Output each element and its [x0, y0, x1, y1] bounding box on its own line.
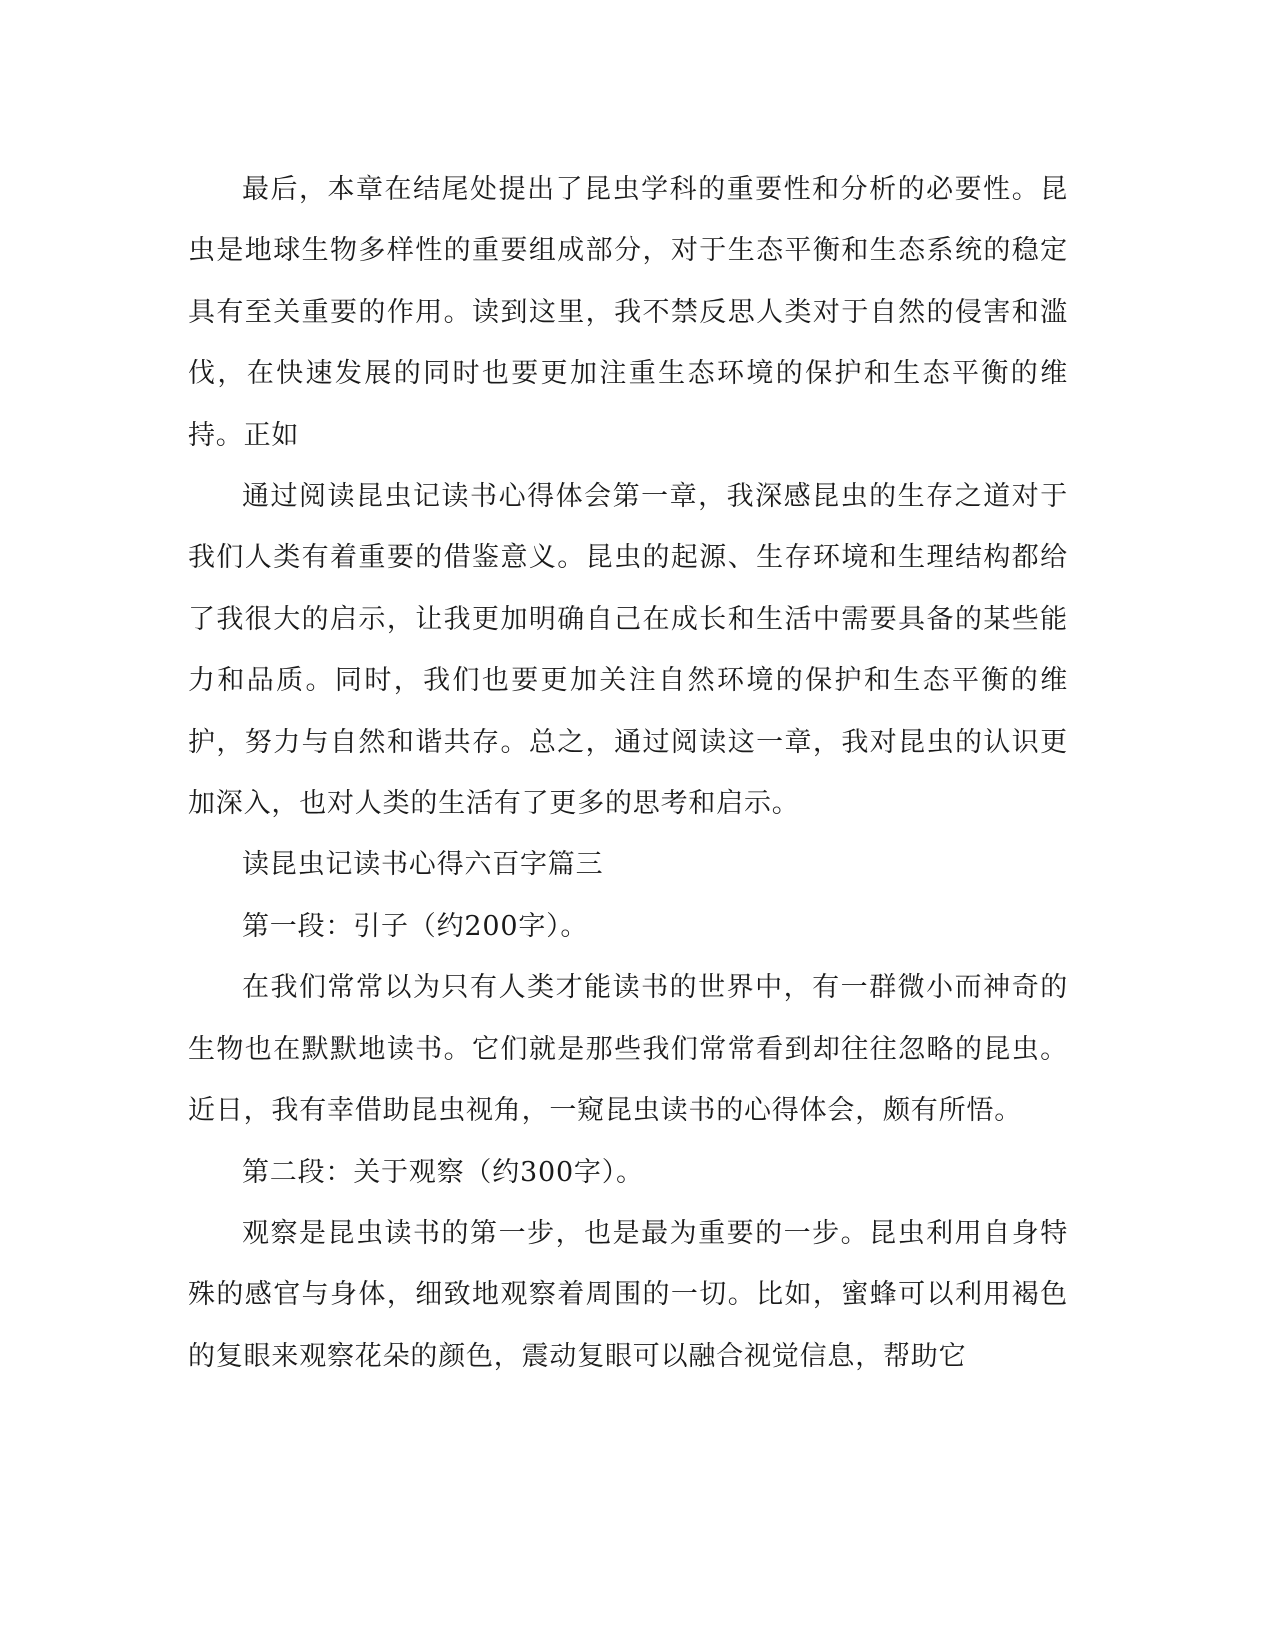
- document-body: [188, 159, 1068, 1387]
- section-title: 读昆虫记读书心得六百字篇三: [242, 849, 604, 881]
- paragraph-conclusion: 最后，本章在结尾处提出了昆虫学科的重要性和分析的必要性。昆虫是地球生物多样性的重要组成部分，对于生态平衡和生态系统的稳定具有至关重要的作用。读到这里，我不禁反思人类对于自然的侵害和滥伐，在快速发展的同时也要更加注重生态环境的保护和生态平衡的维持。正如: [188, 174, 1068, 451]
- paragraph-intro: 在我们常常以为只有人类才能读书的世界中，有一群微小而神奇的生物也在默默地读书。它们就是那些我们常常看到却往往忽略的昆虫。近日，我有幸借助昆虫视角，一窥昆虫读书的心得体会，颇有所悟。: [188, 972, 1068, 1127]
- section-heading-observation: 第二段：关于观察（约300字）。: [242, 1156, 644, 1188]
- section-heading-intro: 第一段：引子（约200字）。: [242, 910, 589, 942]
- paragraph-summary: 通过阅读昆虫记读书心得体会第一章，我深感昆虫的生存之道对于我们人类有着重要的借鉴意义。昆虫的起源、生存环境和生理结构都给了我很大的启示，让我更加明确自己在成长和生活中需要具备的某些能力和品质。同时，我们也要更加关注自然环境的保护和生态平衡的维护，努力与自然和谐共存。总之，通过阅读这一章，我对昆虫的认识更加深入，也对人类的生活有了更多的思考和启示。: [188, 481, 1068, 820]
- paragraph-observation: 观察是昆虫读书的第一步，也是最为重要的一步。昆虫利用自身特殊的感官与身体，细致地观察着周围的一切。比如，蜜蜂可以利用褐色的复眼来观察花朵的颜色，震动复眼可以融合视觉信息，帮助它: [188, 1217, 1068, 1372]
